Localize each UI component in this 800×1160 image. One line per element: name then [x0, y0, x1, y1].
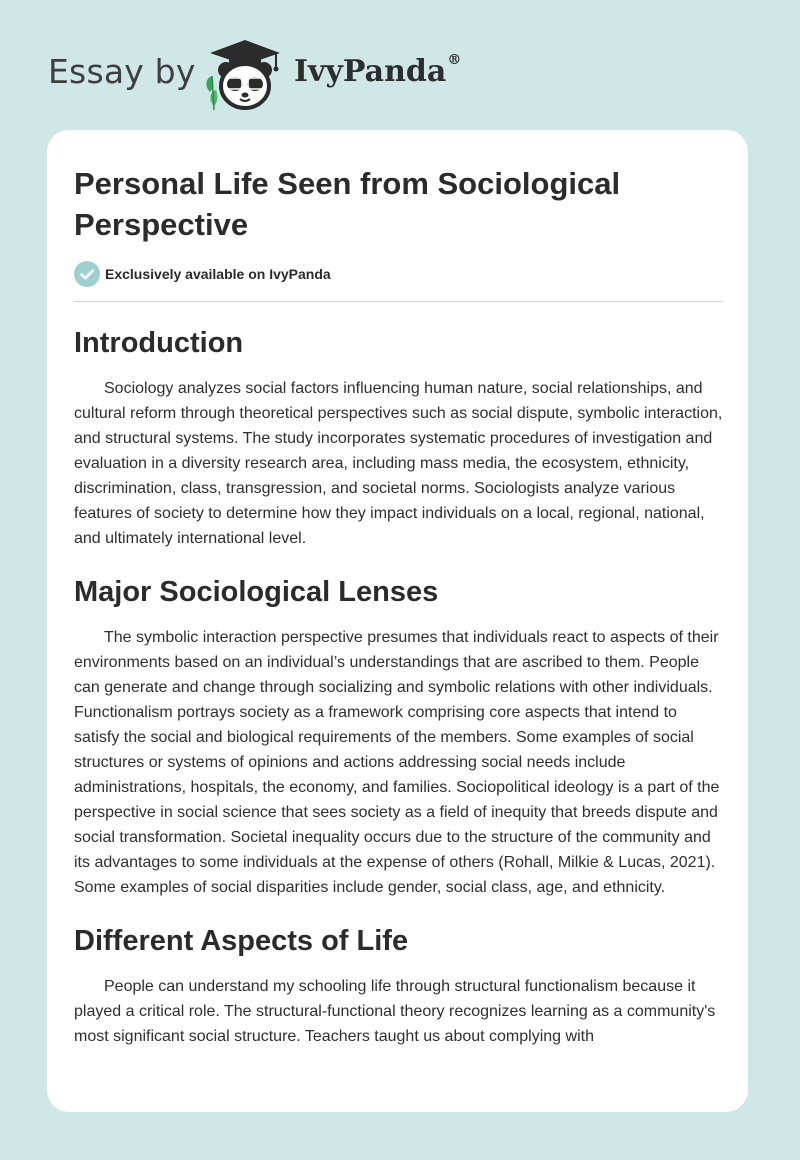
section-paragraph: Sociology analyzes social factors influencing human nature, social relationships, and cultural reform through theoretical perspectives such as social dispute, symbolic interaction, and structural systems. The study incorporates systematic procedures of investigation and evaluation in a diversity research area, including mass media, the ecosystem, ethnicity, discrimination, class, transgression, and societal norms. Sociologists analyze various features of society to determine how they impact individuals on a local, regional, national, and ultimately international level.: [74, 380, 723, 547]
section-paragraph: People can understand my schooling life through structural functionalism because it played a critical role. The structural-functional theory recognizes learning as a community's most significant social structure. Teachers taught us about complying with: [74, 978, 716, 1045]
article-title: Personal Life Seen from Sociological Perspective: [74, 166, 621, 242]
section-major-sociological-lenses: [74, 575, 723, 900]
article-card: [47, 130, 748, 1112]
title-divider: [74, 301, 723, 302]
section-paragraph: The symbolic interaction perspective presumes that individuals react to aspects of their environments based on an individual’s understandings that are ascribed to them. People can generate and change through socializing and symbolic relations with other individuals. Functionalism portrays society as a framework comprising core aspects that intend to satisfy the social and biological requirements of the members. Some examples of social structures or systems of opinions and actions addressing social needs include administrations, hospitals, the economy, and families. Sociopolitical ideology is a part of the perspective in social science that sees society as a field of inequity that breeds dispute and social transformation. Societal inequality occurs due to the structure of the community and its advantages to some individuals at the expense of others (Rohall, Milkie & Lucas, 2021). Some examples of social disparities include gender, social class, age, and ethnicity.: [74, 629, 720, 896]
panda-graduate-logo-icon: [202, 36, 284, 112]
section-heading: Major Sociological Lenses: [74, 576, 439, 608]
brand-header: [48, 32, 468, 112]
exclusive-badge-text: Exclusively available on IvyPanda: [105, 266, 331, 282]
check-circle-icon: [74, 261, 100, 287]
section-heading: Different Aspects of Life: [74, 925, 409, 957]
brand-name: IvyPanda®: [294, 52, 462, 89]
section-heading: Introduction: [74, 327, 244, 359]
section-introduction: [74, 326, 723, 551]
section-different-aspects-of-life: [74, 924, 723, 1049]
exclusive-badge: [74, 261, 723, 287]
brand-prefix: Essay by: [48, 52, 196, 91]
